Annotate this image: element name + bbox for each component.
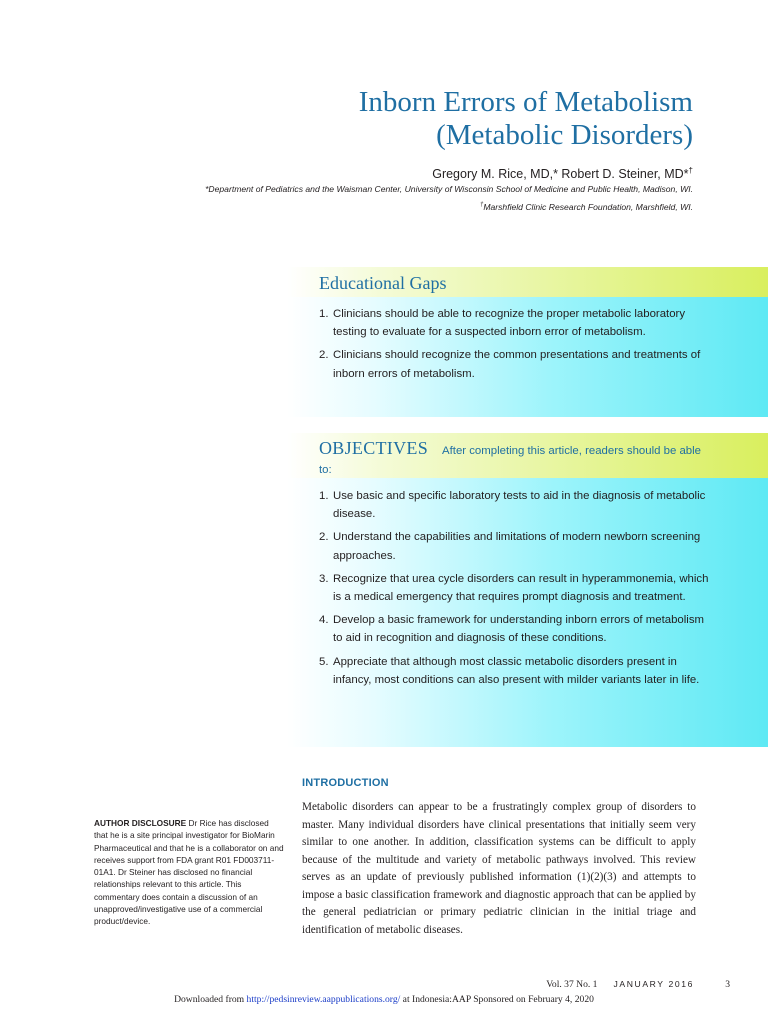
journal-issue: Vol. 37 No. 1	[546, 979, 598, 990]
author-names: Gregory M. Rice, MD,* Robert D. Steiner, MD*	[432, 167, 689, 182]
list-item	[319, 487, 713, 523]
educational-gaps-box	[287, 267, 768, 417]
list-item-text: Understand the capabilities and limitations of modern newborn screening approaches.	[333, 531, 701, 562]
list-item-text: Develop a basic framework for understanding inborn errors of metabolism to aid in recognition and diagnosis of these conditions.	[333, 614, 705, 645]
journal-issue-footer	[546, 979, 694, 990]
list-item-number: 2.	[319, 349, 329, 362]
author-disclosure	[94, 817, 284, 928]
list-item-number: 1.	[319, 308, 329, 320]
list-item	[319, 570, 713, 606]
list-item	[319, 528, 713, 564]
author-disclosure-text: Dr Rice has disclosed that he is a site principal investigator for BioMarin Pharmaceutical and that he is a collaborator on and receives support from FDA grant R01 FD003711-01A1. Dr Steiner has disclosed no financial relationships relevant to this article. This commentary does contain a discussion of an unapproved/investigative use of a commercial product/device.	[94, 818, 284, 927]
educational-gaps-list	[319, 305, 713, 388]
list-item-number: 2.	[319, 531, 329, 544]
list-item	[319, 346, 713, 382]
journal-date: JANUARY 2016	[613, 979, 694, 989]
list-item-text: Clinicians should recognize the common presentations and treatments of inborn errors of metabolism.	[333, 349, 701, 380]
educational-gaps-title: Educational Gaps	[319, 273, 447, 293]
list-item-text: Clinicians should be able to recognize the proper metabolic laboratory testing to evaluate for a suspected inborn error of metabolism.	[333, 308, 686, 339]
list-item	[319, 305, 713, 341]
page-number: 3	[725, 979, 730, 990]
list-item-text: Appreciate that although most classic metabolic disorders present in infancy, most conditions can also present with milder variants later in life.	[333, 655, 700, 686]
list-item-number: 5.	[319, 655, 329, 668]
list-item	[319, 611, 713, 647]
objectives-list	[319, 487, 713, 694]
objectives-box	[287, 433, 768, 747]
introduction-body: Metabolic disorders can appear to be a frustratingly complex group of disorders to master. Many individual disorders have clinical presentations that initially seem very similar to one another. In addition, classification systems can be difficult to apply because of the multitude and variety of metabolic pathways involved. This review serves as an update of previously published information (1)(2)(3) and attempts to impose a basic classification framework and diagnostic approach that can be applied by the general pediatrician or primary pediatric clinician in the initial triage and identification of metabolic diseases.	[302, 801, 696, 936]
affiliation-2	[93, 199, 693, 213]
author-list	[193, 162, 693, 183]
author-disclosure-label: AUTHOR DISCLOSURE	[94, 818, 187, 828]
article-title-line2: (Metabolic Disorders)	[436, 119, 693, 151]
download-suffix: at Indonesia:AAP Sponsored on February 4, 2020	[400, 994, 594, 1005]
introduction-heading: INTRODUCTION	[302, 777, 389, 789]
affiliation-1: *Department of Pediatrics and the Waisman Center, University of Wisconsin School of Medicine and Public Health, Madison, WI.	[205, 184, 693, 194]
article-title	[133, 86, 693, 152]
author-dagger-mark: †	[688, 166, 693, 175]
download-notice	[0, 994, 768, 1005]
affiliation-2-text: Marshfield Clinic Research Foundation, Marshfield, WI.	[483, 201, 693, 212]
list-item-number: 1.	[319, 490, 329, 502]
article-title-line1: Inborn Errors of Metabolism	[358, 86, 693, 118]
objectives-lead: After completing this article, readers should be able to:	[319, 445, 701, 476]
list-item	[319, 653, 713, 689]
download-link[interactable]: http://pedsinreview.aappublications.org/	[246, 994, 401, 1005]
affiliation-dagger-mark: †	[479, 202, 484, 208]
objectives-title: OBJECTIVES	[319, 438, 429, 458]
list-item-number: 4.	[319, 614, 329, 627]
list-item-number: 3.	[319, 572, 329, 585]
download-prefix: Downloaded from	[174, 994, 247, 1005]
objectives-header	[319, 439, 708, 480]
list-item-text: Recognize that urea cycle disorders can result in hyperammonemia, which is a medical emergency that requires prompt diagnosis and treatment.	[333, 572, 709, 604]
list-item-text: Use basic and specific laboratory tests to aid in the diagnosis of metabolic disease.	[333, 490, 706, 521]
